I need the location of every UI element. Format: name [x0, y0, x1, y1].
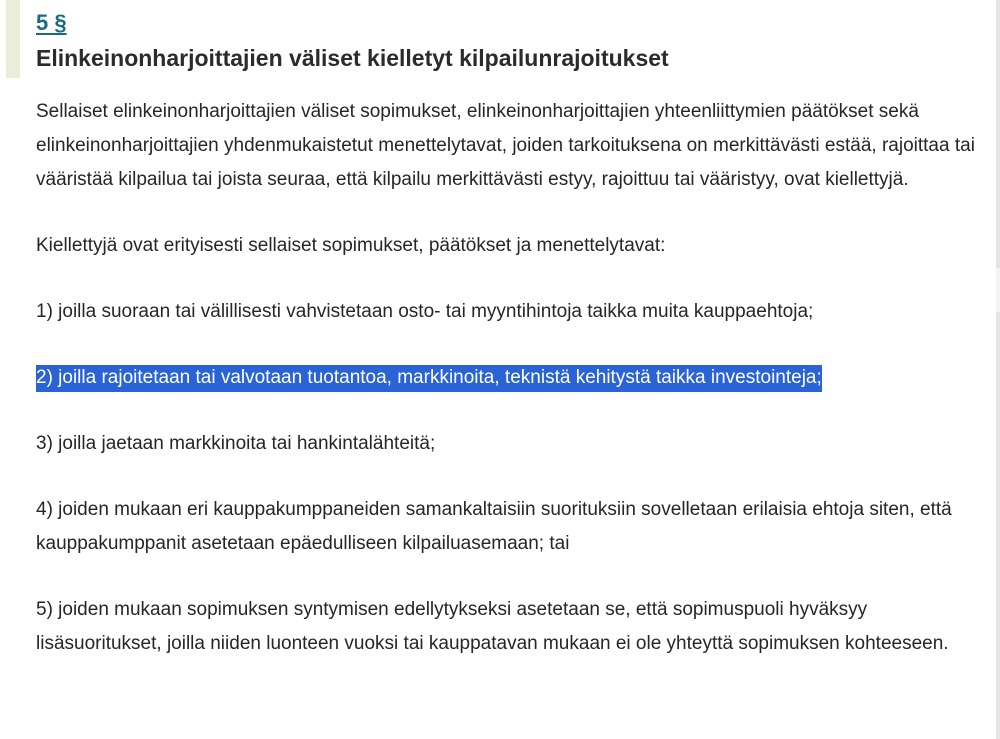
- lead-paragraph: Kiellettyjä ovat erityisesti sellaiset sopimukset, päätökset ja menettelytavat:: [36, 235, 666, 256]
- scrollbar-thumb-upper[interactable]: [996, 0, 1000, 268]
- selected-text[interactable]: 2) joilla rajoitetaan tai valvotaan tuotantoa, markkinoita, teknistä kehitystä taikka investointeja;: [36, 365, 822, 392]
- section-content: [36, 95, 976, 693]
- scrollbar-thumb-lower[interactable]: [996, 312, 1000, 739]
- section-number-link[interactable]: 5 §: [36, 10, 67, 35]
- section-title: Elinkeinonharjoittajien väliset kielletyt kilpailunrajoitukset: [36, 45, 669, 71]
- section-accent-bar: [6, 0, 20, 78]
- list-item-3: 3) joilla jaetaan markkinoita tai hankintalähteitä;: [36, 433, 436, 454]
- list-item-1: 1) joilla suoraan tai välillisesti vahvistetaan osto- tai myyntihintoja taikka muita kauppaehtoja;: [36, 301, 814, 322]
- list-item-5: 5) joiden mukaan sopimuksen syntymisen edellytykseksi asetetaan se, että sopimuspuoli hyväksyy lisäsuoritukset, joilla niiden luonteen vuoksi tai kauppatavan mukaan ei ole yhteyttä sopimuksen kohteeseen.: [36, 599, 949, 654]
- list-item-4: 4) joiden mukaan eri kauppakumppaneiden samankaltaisiin suorituksiin sovelletaan erilaisia ehtoja siten, että kauppakumppanit asetetaan epäedulliseen kilpailuasemaan; tai: [36, 499, 952, 554]
- list-item-2-highlighted[interactable]: [36, 361, 976, 395]
- intro-paragraph: Sellaiset elinkeinonharjoittajien väliset sopimukset, elinkeinonharjoittajien yhteenliittymien päätökset sekä elinkeinonharjoittajien yhdenmukaistetut menettelytavat, joiden tarkoituksena on merkittävästi estää, rajoittaa tai vääristää kilpailua tai joista seuraa, että kilpailu merkittävästi estyy, rajoittuu tai vääristyy, ovat kiellettyjä.: [36, 101, 975, 190]
